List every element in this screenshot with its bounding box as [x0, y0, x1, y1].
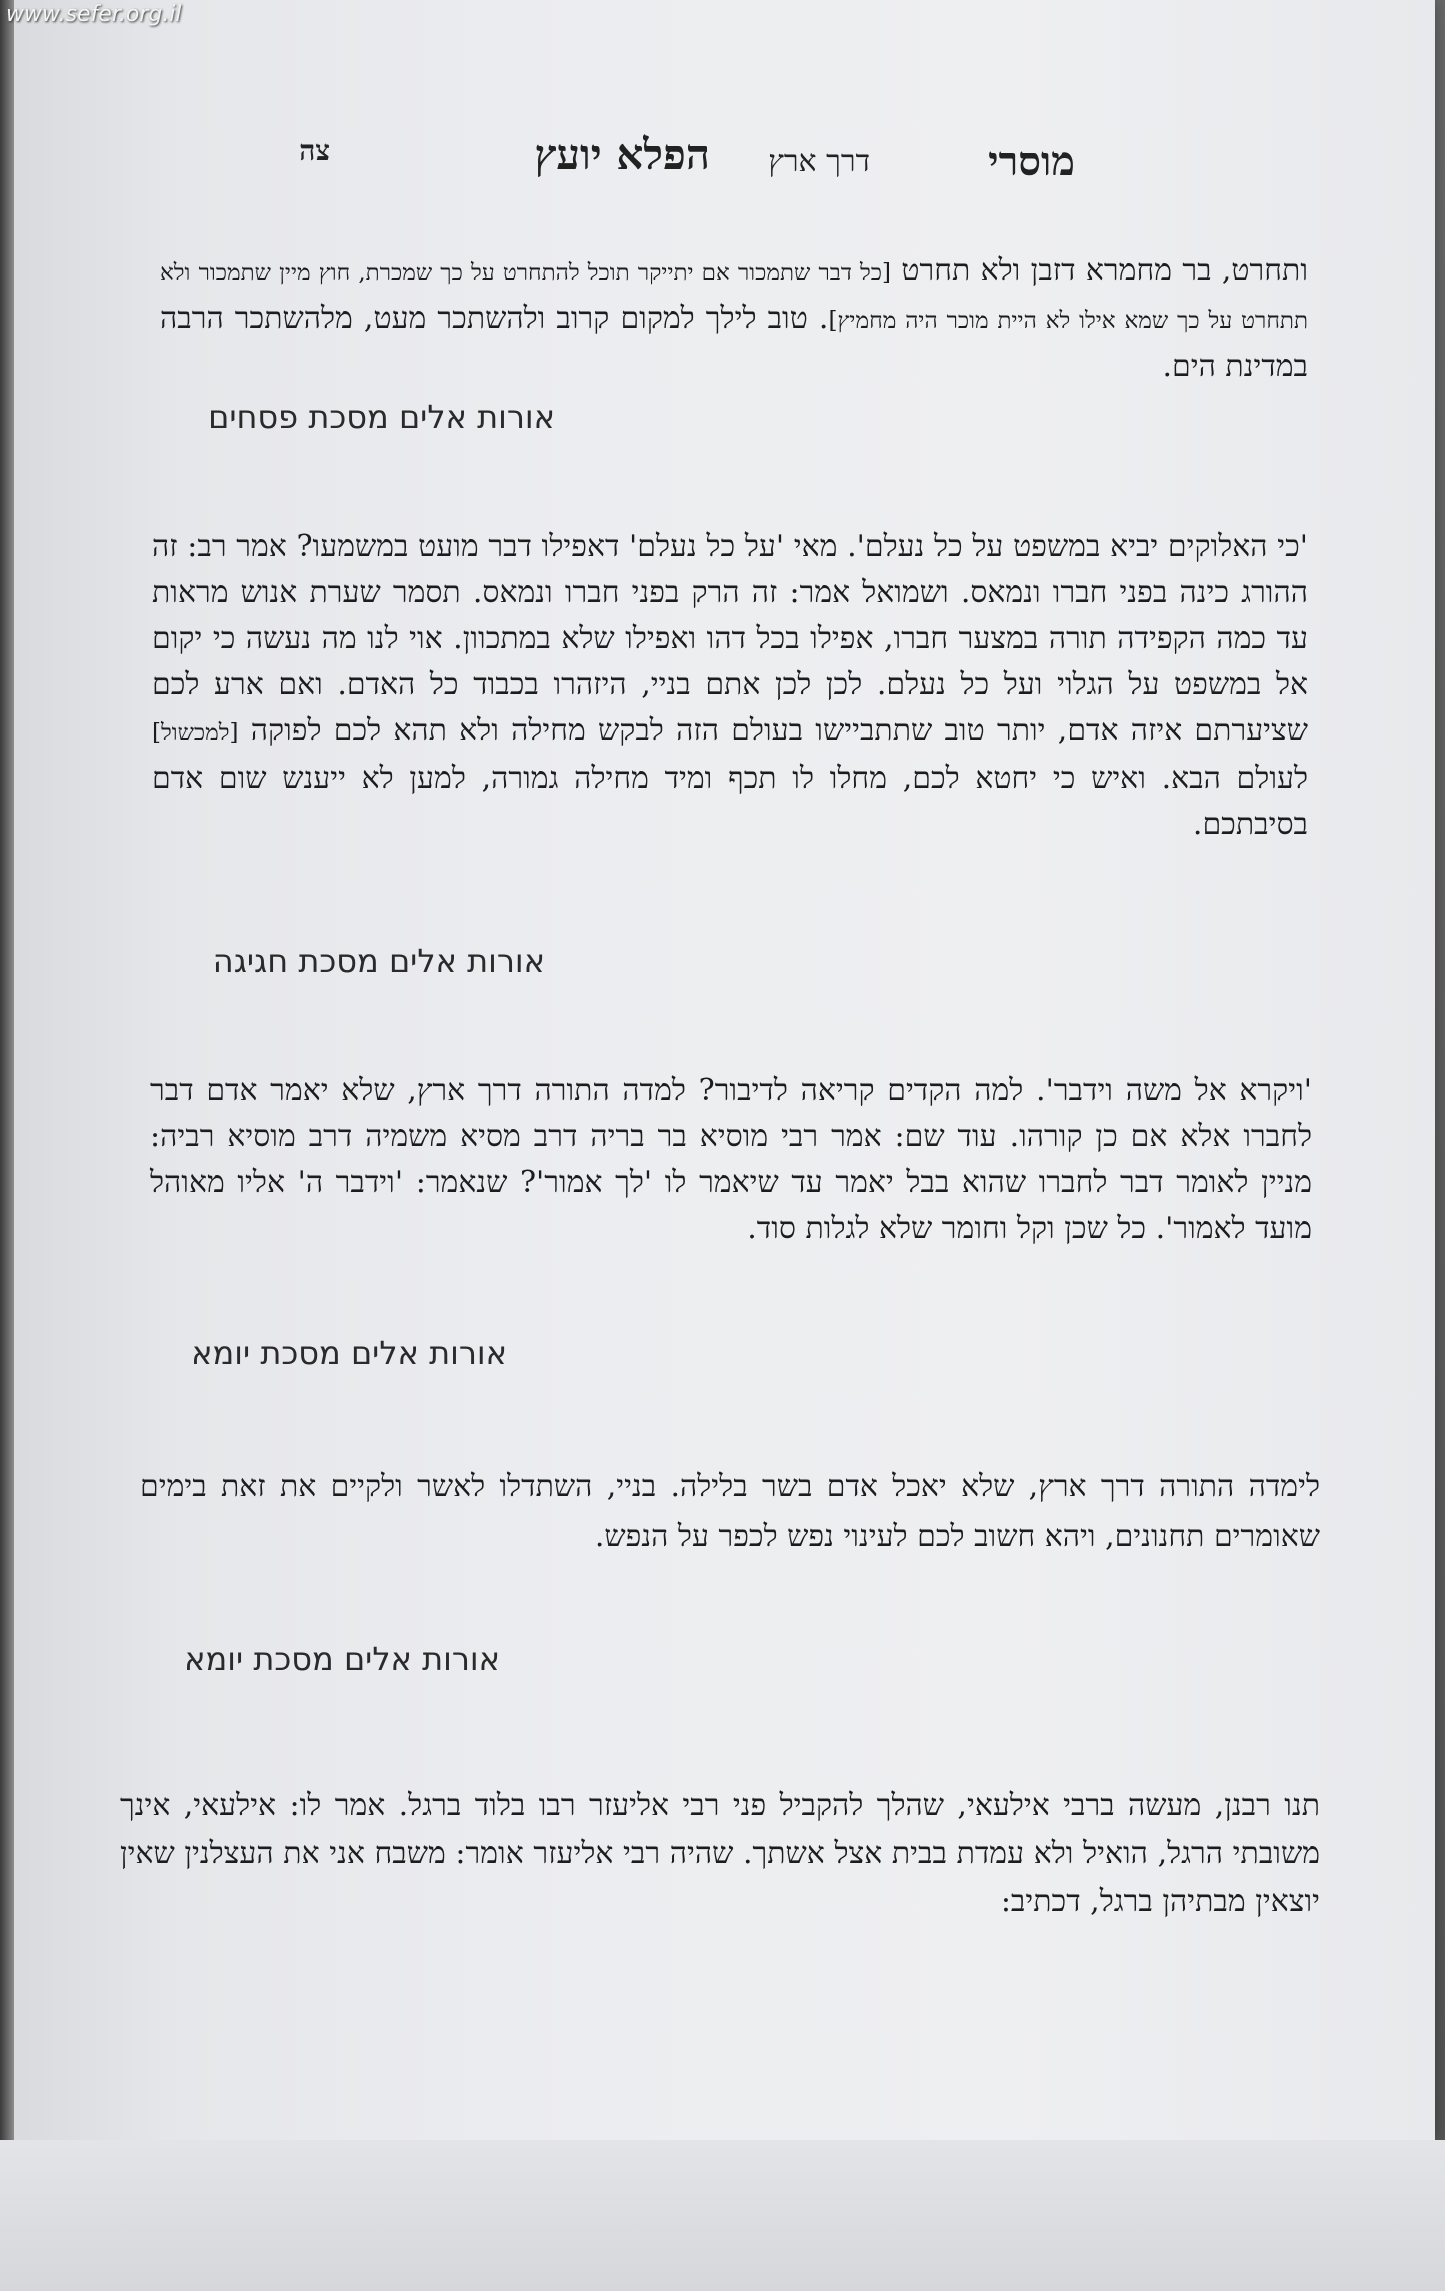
header-page-number: צה — [299, 134, 330, 167]
paragraph-text: לימדה התורה דרך ארץ, שלא יאכל אדם בשר בלילה. בניי, השתדלו לאשר ולקיים את זאת בימים שאומרים תחנונים, ויהא חשוב לכם לעינוי נפש לכפר על הנפש. — [140, 1469, 1320, 1554]
book-spine-edge — [0, 0, 14, 2140]
site-watermark: www.sefer.org.il — [6, 2, 182, 27]
header-section: מוסרי — [988, 138, 1075, 185]
bracketed-gloss: [למכשול] — [152, 720, 239, 746]
section-heading: אורות אלים מסכת יומא — [191, 1334, 507, 1372]
paragraph-text: לעולם הבא. ואיש כי יחטא לכם, מחלו לו תכף ומיד מחילה גמורה, למען לא ייענש שום אדם בסיבתכם. — [152, 761, 1308, 842]
paragraph-text: . טוב לילך למקום קרוב ולהשתכר מעט, מלהשתכר הרבה במדינת הים. — [160, 301, 1308, 384]
bracketed-gloss: [כל דבר שתמכור אם יתייקר תוכל להתחרט על כך שמכרת, חוץ מיין שתמכור ולא תתחרט על כך שמא אילו לא היית מוכר היה מחמיץ] — [160, 260, 1308, 334]
section-heading: אורות אלים מסכת יומא — [184, 1640, 500, 1678]
paragraph-text: ותחרט, בר מחמרא דזבן ולא תחרט — [891, 253, 1308, 288]
paragraph-text: 'כי האלוקים יביא במשפט על כל נעלם'. מאי 'על כל נעלם' דאפילו דבר מועט במשמעו? אמר רב: זה ההורג כינה בפני חברו ונמאס. ושמואל אמר: זה הרק בפני חברו ונמאס. תסמר שערת אנוש מראות עד כמה הקפידה תורה במצער חברו, אפילו בכל דהו ואפילו שלא במתכוון. אוי לנו מה נעשה כי יקום אל במשפט על הגלוי ועל כל נעלם. לכן לכן אתם בניי, היזהרו בכבוד כל האדם. ואם ארע לכם שציערתם איזה אדם, יותר טוב שתתביישו בעולם הזה לבקש מחילה ולא תהא לכם לפוקה — [152, 529, 1308, 748]
section-heading: אורות אלים מסכת פסחים — [208, 398, 555, 436]
section-heading: אורות אלים מסכת חגיגה — [212, 942, 545, 980]
paragraph-5 — [120, 1782, 1320, 1926]
paragraph-2 — [152, 524, 1308, 848]
paragraph-3 — [150, 1068, 1312, 1252]
paragraph-4 — [140, 1462, 1320, 1562]
paragraph-text: 'ויקרא אל משה וידבר'. למה הקדים קריאה לדיבור? למדה התורה דרך ארץ, שלא יאמר אדם דבר לחברו אלא אם כן קורהו. עוד שם: אמר רבי מוסיא בר בריה דרב מסיא משמיה דרב מוסיא רביה: מניין לאומר דבר לחברו שהוא בבל יאמר עד שיאמר לו 'לך אמור'? שנאמר: 'וידבר ה' אליו מאוהל מועד לאמור'. כל שכן וקל וחומר שלא לגלות סוד. — [150, 1073, 1313, 1246]
paragraph-1 — [160, 248, 1308, 390]
header-book-title: הפלא יועץ — [534, 130, 710, 179]
paragraph-text: תנו רבנן, מעשה ברבי אילעאי, שהלך להקביל פני רבי אליעזר רבו בלוד ברגל. אמר לו: אילעאי, אינך משובתי הרגל, הואיל ולא עמדת בבית אצל אשתך. שהיה רבי אליעזר אומר: משבח אני את העצלנין שאין יוצאין מבתיהן ברגל, דכתיב: — [120, 1788, 1320, 1919]
header-chapter: דרך ארץ — [768, 144, 870, 179]
surface-below-page — [0, 2140, 1445, 2291]
page-header — [150, 120, 1150, 190]
